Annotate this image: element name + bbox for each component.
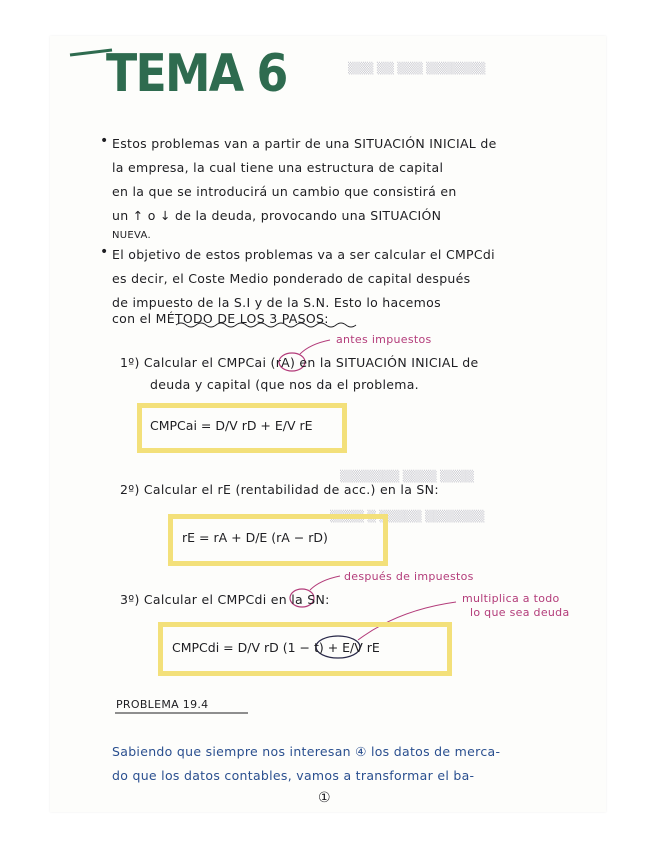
- page-title: TEMA 6: [106, 44, 287, 104]
- page-number: ①: [318, 790, 331, 806]
- problem-line: Sabiendo que siempre nos interesan ④ los datos de merca-: [112, 744, 501, 759]
- intro-line: NUEVA.: [112, 230, 151, 241]
- intro-line: la empresa, la cual tiene una estructura de capital: [112, 160, 444, 175]
- note-debt: lo que sea deuda: [470, 606, 570, 619]
- formula-re: rE = rA + D/E (rA − rD): [182, 530, 328, 545]
- note-multiply: multiplica a todo: [462, 592, 560, 605]
- step1-line: deuda y capital (que nos da el problema.: [150, 377, 419, 392]
- bleed-through-text: ▒▒▒▒▒▒▒ ▒▒▒▒ ▒▒▒▒: [340, 470, 474, 483]
- intro-line: un ↑ o ↓ de la deuda, provocando una SITUACIÓN: [112, 208, 442, 223]
- step1-line: 1º) Calcular el CMPCai (rA) en la SITUACIÓN INICIAL de: [120, 355, 479, 370]
- problem-line: do que los datos contables, vamos a transformar el ba-: [112, 768, 475, 783]
- arrow-di: [310, 576, 340, 590]
- note-after-tax: después de impuestos: [344, 570, 474, 583]
- problem-heading: PROBLEMA 19.4: [116, 698, 209, 711]
- formula-cmpc-ai: CMPCai = D/V rD + E/V rE: [150, 418, 313, 433]
- objective-line: de impuesto de la S.I y de la S.N. Esto lo hacemos: [112, 295, 441, 310]
- formula-cmpc-di: CMPCdi = D/V rD (1 − t) + E/V rE: [172, 640, 380, 655]
- intro-line: Estos problemas van a partir de una SITUACIÓN INICIAL de: [112, 136, 497, 151]
- note-before-tax: antes impuestos: [336, 333, 432, 346]
- bullet-dot: •: [100, 244, 109, 260]
- bullet-dot: •: [100, 133, 109, 149]
- bleed-through-text: ▒▒▒▒ ▒ ▒▒▒▒▒ ▒▒▒▒▒▒▒: [330, 510, 485, 523]
- intro-line: en la que se introducirá un cambio que consistirá en: [112, 184, 457, 199]
- objective-line: con el MÉTODO DE LOS 3 PASOS:: [112, 311, 329, 326]
- arrow-ai: [300, 340, 330, 354]
- objective-line: es decir, el Coste Medio ponderado de capital después: [112, 271, 471, 286]
- step3-line: 3º) Calcular el CMPCdi en la SN:: [120, 592, 330, 607]
- step2-line: 2º) Calcular el rE (rentabilidad de acc.) en la SN:: [120, 482, 439, 497]
- bleed-through-text: ▒▒▒ ▒▒ ▒▒▒ ▒▒▒▒▒▒▒: [348, 62, 486, 75]
- objective-line: El objetivo de estos problemas va a ser calcular el CMPCdi: [112, 247, 495, 262]
